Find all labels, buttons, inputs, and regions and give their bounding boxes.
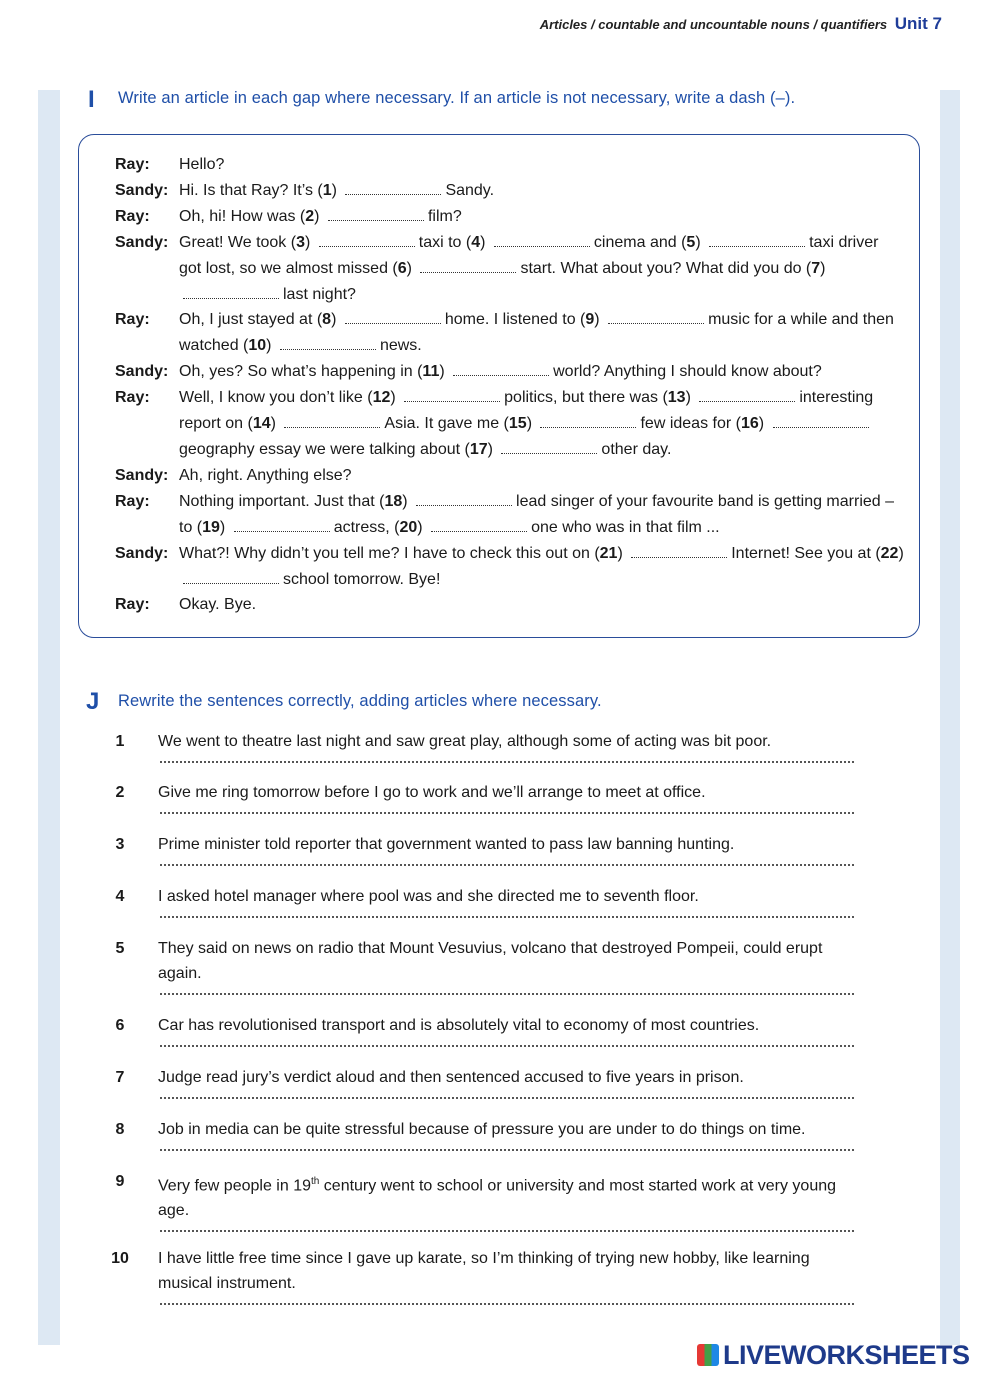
speaker-name: Sandy: bbox=[115, 233, 169, 251]
dialogue-fragment: Ah, right. Anything else? bbox=[179, 466, 352, 484]
dialogue-text bbox=[179, 178, 905, 204]
dialogue-text bbox=[179, 541, 905, 593]
gap-number: 14 bbox=[252, 415, 271, 433]
dialogue-fragment: ) bbox=[820, 259, 826, 277]
gap-number: 15 bbox=[508, 415, 527, 433]
speaker-name: Ray: bbox=[115, 311, 150, 329]
answer-line[interactable] bbox=[160, 909, 854, 918]
ordinal-suffix: th bbox=[311, 1176, 320, 1187]
answer-line[interactable] bbox=[160, 754, 854, 763]
dialogue-fragment: Great! We took ( bbox=[179, 233, 297, 251]
dialogue-fragment: ) bbox=[439, 363, 450, 381]
item-sentence: Car has revolutionised transport and is absolutely vital to economy of most countries. bbox=[158, 1017, 760, 1034]
speaker-name: Ray: bbox=[115, 492, 150, 510]
dialogue-fragment: Oh, hi! How was ( bbox=[179, 207, 306, 225]
exercise-item bbox=[105, 1117, 865, 1151]
gap-number: 18 bbox=[384, 492, 403, 510]
exercise-item bbox=[105, 1246, 865, 1305]
section-i-instruction: Write an article in each gap where necessary. If an article is not necessary, write a dash (–). bbox=[118, 89, 796, 107]
dialogue-fragment: taxi to ( bbox=[418, 233, 472, 251]
answer-line[interactable] bbox=[160, 986, 854, 995]
dialogue-fragment: ) bbox=[390, 389, 401, 407]
gap-number: 22 bbox=[880, 544, 899, 562]
item-sentence bbox=[158, 1169, 865, 1223]
dialogue-fragment: ) bbox=[314, 207, 324, 225]
item-number: 1 bbox=[115, 733, 125, 750]
gap-number: 5 bbox=[686, 233, 696, 251]
gap-number: 10 bbox=[248, 337, 267, 355]
gap-number: 7 bbox=[811, 259, 821, 277]
dialogue-fragment: actress, ( bbox=[333, 518, 400, 536]
dialogue-fragment: ) bbox=[685, 389, 696, 407]
dialogue-fragment: news. bbox=[379, 337, 422, 355]
dialogue-line bbox=[115, 592, 905, 618]
answer-gap[interactable] bbox=[183, 286, 279, 299]
dialogue-fragment: ) bbox=[406, 259, 417, 277]
gap-number: 19 bbox=[202, 518, 220, 536]
gap-number: 17 bbox=[469, 440, 488, 458]
exercise-item bbox=[105, 1013, 865, 1047]
gap-number: 13 bbox=[667, 389, 686, 407]
answer-gap[interactable] bbox=[494, 234, 590, 247]
answer-gap[interactable] bbox=[328, 208, 424, 221]
dialogue-fragment: few ideas for ( bbox=[640, 415, 741, 433]
item-sentence: I asked hotel manager where pool was and she directed me to seventh floor. bbox=[158, 888, 699, 905]
item-number: 6 bbox=[115, 1017, 125, 1034]
dialogue-text bbox=[179, 152, 905, 178]
dialogue-fragment: ) bbox=[402, 492, 413, 510]
item-number: 7 bbox=[115, 1069, 125, 1086]
answer-gap[interactable] bbox=[631, 545, 727, 558]
answer-gap[interactable] bbox=[420, 260, 516, 273]
item-sentence: I have little free time since I gave up karate, so I’m thinking of trying new hobby, like learning musical instrument. bbox=[158, 1250, 810, 1292]
dialogue-line bbox=[115, 463, 905, 489]
answer-line[interactable] bbox=[160, 1142, 854, 1151]
answer-line[interactable] bbox=[160, 1296, 854, 1305]
dialogue-fragment: ) bbox=[266, 337, 276, 355]
item-number: 8 bbox=[115, 1121, 125, 1138]
answer-gap[interactable] bbox=[608, 311, 704, 324]
exercise-item bbox=[105, 1169, 865, 1232]
dialogue-line bbox=[115, 541, 905, 593]
answer-gap[interactable] bbox=[404, 389, 500, 402]
answer-gap[interactable] bbox=[284, 415, 380, 428]
dialogue-line bbox=[115, 204, 905, 230]
dialogue-text bbox=[179, 359, 905, 385]
answer-gap[interactable] bbox=[345, 311, 441, 324]
dialogue-fragment: music for a while and then watched ( bbox=[179, 311, 894, 355]
dialogue-fragment: school tomorrow. Bye! bbox=[283, 570, 441, 588]
dialogue-line bbox=[115, 489, 905, 541]
speaker-name: Sandy: bbox=[115, 181, 169, 199]
dialogue-fragment: ) bbox=[480, 233, 490, 251]
answer-gap[interactable] bbox=[416, 493, 512, 506]
dialogue-fragment: start. What about you? What did you do ( bbox=[520, 259, 812, 277]
dialogue-fragment: taxi driver got lost, so we almost missed ( bbox=[179, 233, 879, 277]
dialogue-fragment: Nothing important. Just that ( bbox=[179, 492, 385, 510]
dialogue-fragment: Asia. It gave me ( bbox=[384, 415, 509, 433]
exercise-item bbox=[105, 832, 865, 866]
dialogue-fragment: geography essay we were talking about ( bbox=[179, 440, 470, 458]
answer-gap[interactable] bbox=[234, 519, 330, 532]
exercise-item bbox=[105, 884, 865, 918]
speaker-name: Sandy: bbox=[115, 363, 169, 381]
dialogue-line bbox=[115, 359, 905, 385]
dialogue-fragment: Hello? bbox=[179, 156, 225, 173]
dialogue-fragment: ) bbox=[487, 440, 498, 458]
dialogue-fragment: ) bbox=[898, 544, 904, 562]
liveworksheets-logo bbox=[697, 1340, 970, 1371]
dialogue-text bbox=[179, 463, 905, 489]
dialogue-text bbox=[179, 489, 905, 541]
speaker-name: Ray: bbox=[115, 389, 150, 407]
gap-number: 12 bbox=[372, 389, 391, 407]
answer-gap[interactable] bbox=[453, 363, 549, 376]
gap-number: 4 bbox=[471, 233, 481, 251]
item-number: 9 bbox=[115, 1173, 125, 1190]
dialogue-fragment: ) bbox=[304, 233, 315, 251]
section-j-letter: J bbox=[86, 688, 100, 715]
item-sentence: Prime minister told reporter that government wanted to pass law banning hunting. bbox=[158, 836, 735, 853]
dialogue-line bbox=[115, 230, 905, 308]
dialogue-fragment: politics, but there was ( bbox=[504, 389, 668, 407]
dialogue-text bbox=[179, 592, 905, 618]
answer-line[interactable] bbox=[160, 1223, 854, 1232]
gap-number: 8 bbox=[322, 311, 332, 329]
dialogue-fragment: Okay. Bye. bbox=[179, 596, 257, 614]
gap-number: 20 bbox=[399, 518, 418, 536]
answer-gap[interactable] bbox=[345, 182, 441, 195]
answer-gap[interactable] bbox=[501, 441, 597, 454]
gap-number: 16 bbox=[740, 415, 759, 433]
dialogue-text bbox=[179, 385, 905, 463]
dialogue-fragment: ) bbox=[617, 544, 628, 562]
liveworksheets-icon bbox=[697, 1344, 719, 1366]
item-number: 2 bbox=[115, 784, 125, 801]
dialogue-fragment: Oh, I just stayed at ( bbox=[179, 311, 323, 329]
dialogue-fragment: ) bbox=[417, 518, 428, 536]
item-sentence: We went to theatre last night and saw great play, although some of acting was bit poor. bbox=[158, 733, 772, 750]
answer-gap[interactable] bbox=[773, 415, 869, 428]
unit-label: Unit 7 bbox=[894, 14, 942, 33]
dialogue-line bbox=[115, 307, 905, 359]
dialogue-fragment: ) bbox=[526, 415, 537, 433]
dialogue-fragment: ) bbox=[331, 181, 342, 199]
gap-number: 3 bbox=[296, 233, 305, 251]
sentence-part: century went to school or university and most started work at very young age. bbox=[158, 1177, 837, 1220]
dialogue-fragment: world? Anything I should know about? bbox=[553, 363, 822, 381]
answer-gap[interactable] bbox=[431, 519, 527, 532]
dialogue bbox=[115, 152, 905, 618]
dialogue-line bbox=[115, 385, 905, 463]
dialogue-fragment: cinema and ( bbox=[593, 233, 687, 251]
speaker-name: Ray: bbox=[115, 596, 150, 614]
dialogue-fragment: What?! Why didn’t you tell me? I have to check this out on ( bbox=[179, 544, 600, 562]
item-sentence: Judge read jury’s verdict aloud and then sentenced accused to five years in prison. bbox=[158, 1069, 744, 1086]
item-sentence: Job in media can be quite stressful because of pressure you are under to do things on time. bbox=[158, 1121, 806, 1138]
gap-number: 6 bbox=[397, 259, 407, 277]
dialogue-fragment: Sandy. bbox=[445, 181, 495, 199]
dialogue-text bbox=[179, 204, 905, 230]
exercise-item bbox=[105, 780, 865, 814]
exercise-item bbox=[105, 729, 865, 763]
answer-gap[interactable] bbox=[540, 415, 636, 428]
speaker-name: Sandy: bbox=[115, 466, 169, 484]
dialogue-fragment: ) bbox=[594, 311, 605, 329]
answer-gap[interactable] bbox=[183, 571, 279, 584]
dialogue-fragment: home. I listened to ( bbox=[444, 311, 586, 329]
answer-line[interactable] bbox=[160, 1038, 854, 1047]
section-j-instruction: Rewrite the sentences correctly, adding articles where necessary. bbox=[118, 692, 602, 710]
exercise-item bbox=[105, 936, 865, 995]
dialogue-fragment: one who was in that film ... bbox=[531, 518, 720, 536]
dialogue-fragment: ) bbox=[270, 415, 281, 433]
exercise-item bbox=[105, 1065, 865, 1099]
item-number: 4 bbox=[115, 888, 125, 905]
speaker-name: Sandy: bbox=[115, 544, 169, 562]
dialogue-line bbox=[115, 178, 905, 204]
answer-line[interactable] bbox=[160, 805, 854, 814]
dialogue-fragment: other day. bbox=[601, 440, 672, 458]
answer-gap[interactable] bbox=[280, 337, 376, 350]
item-number: 10 bbox=[111, 1250, 129, 1267]
dialogue-fragment: Hi. Is that Ray? It’s ( bbox=[179, 181, 323, 199]
item-number: 5 bbox=[115, 940, 125, 957]
answer-gap[interactable] bbox=[699, 389, 795, 402]
dialogue-text bbox=[179, 307, 905, 359]
gap-number: 9 bbox=[585, 311, 595, 329]
dialogue-fragment: interesting report on ( bbox=[179, 389, 874, 433]
dialogue-text bbox=[179, 230, 905, 308]
dialogue-fragment: ) bbox=[758, 415, 769, 433]
dialogue-fragment: ) bbox=[695, 233, 706, 251]
answer-line[interactable] bbox=[160, 857, 854, 866]
logo-text: LIVEWORKSHEETS bbox=[723, 1340, 970, 1370]
dialogue-fragment: Internet! See you at ( bbox=[731, 544, 881, 562]
dialogue-fragment: ) bbox=[331, 311, 341, 329]
answer-gap[interactable] bbox=[709, 234, 805, 247]
dialogue-fragment: lead singer of your favourite band is getting married – to ( bbox=[179, 492, 895, 536]
gap-number: 21 bbox=[599, 544, 618, 562]
item-number: 3 bbox=[115, 836, 125, 853]
gap-number: 11 bbox=[422, 363, 440, 381]
dialogue-fragment: Oh, yes? So what’s happening in ( bbox=[179, 363, 423, 381]
dialogue-fragment: last night? bbox=[283, 285, 356, 303]
answer-line[interactable] bbox=[160, 1090, 854, 1099]
speaker-name: Ray: bbox=[115, 207, 150, 225]
item-sentence: They said on news on radio that Mount Vesuvius, volcano that destroyed Pompeii, could erupt again. bbox=[158, 940, 823, 982]
gap-number: 2 bbox=[305, 207, 315, 225]
gap-number: 1 bbox=[322, 181, 332, 199]
answer-gap[interactable] bbox=[319, 234, 415, 247]
page-header bbox=[540, 14, 942, 34]
dialogue-fragment: Well, I know you don’t like ( bbox=[179, 389, 373, 407]
dialogue-line bbox=[115, 152, 905, 178]
dialogue-fragment: film? bbox=[427, 207, 462, 225]
sentence-part: Very few people in 19 bbox=[158, 1177, 311, 1195]
speaker-name: Ray: bbox=[115, 156, 150, 173]
header-subtitle: Articles / countable and uncountable nouns / quantifiers bbox=[539, 17, 888, 32]
dialogue-fragment: ) bbox=[219, 518, 230, 536]
section-i-letter: I bbox=[88, 86, 95, 113]
item-sentence: Give me ring tomorrow before I go to work and we’ll arrange to meet at office. bbox=[158, 784, 706, 801]
